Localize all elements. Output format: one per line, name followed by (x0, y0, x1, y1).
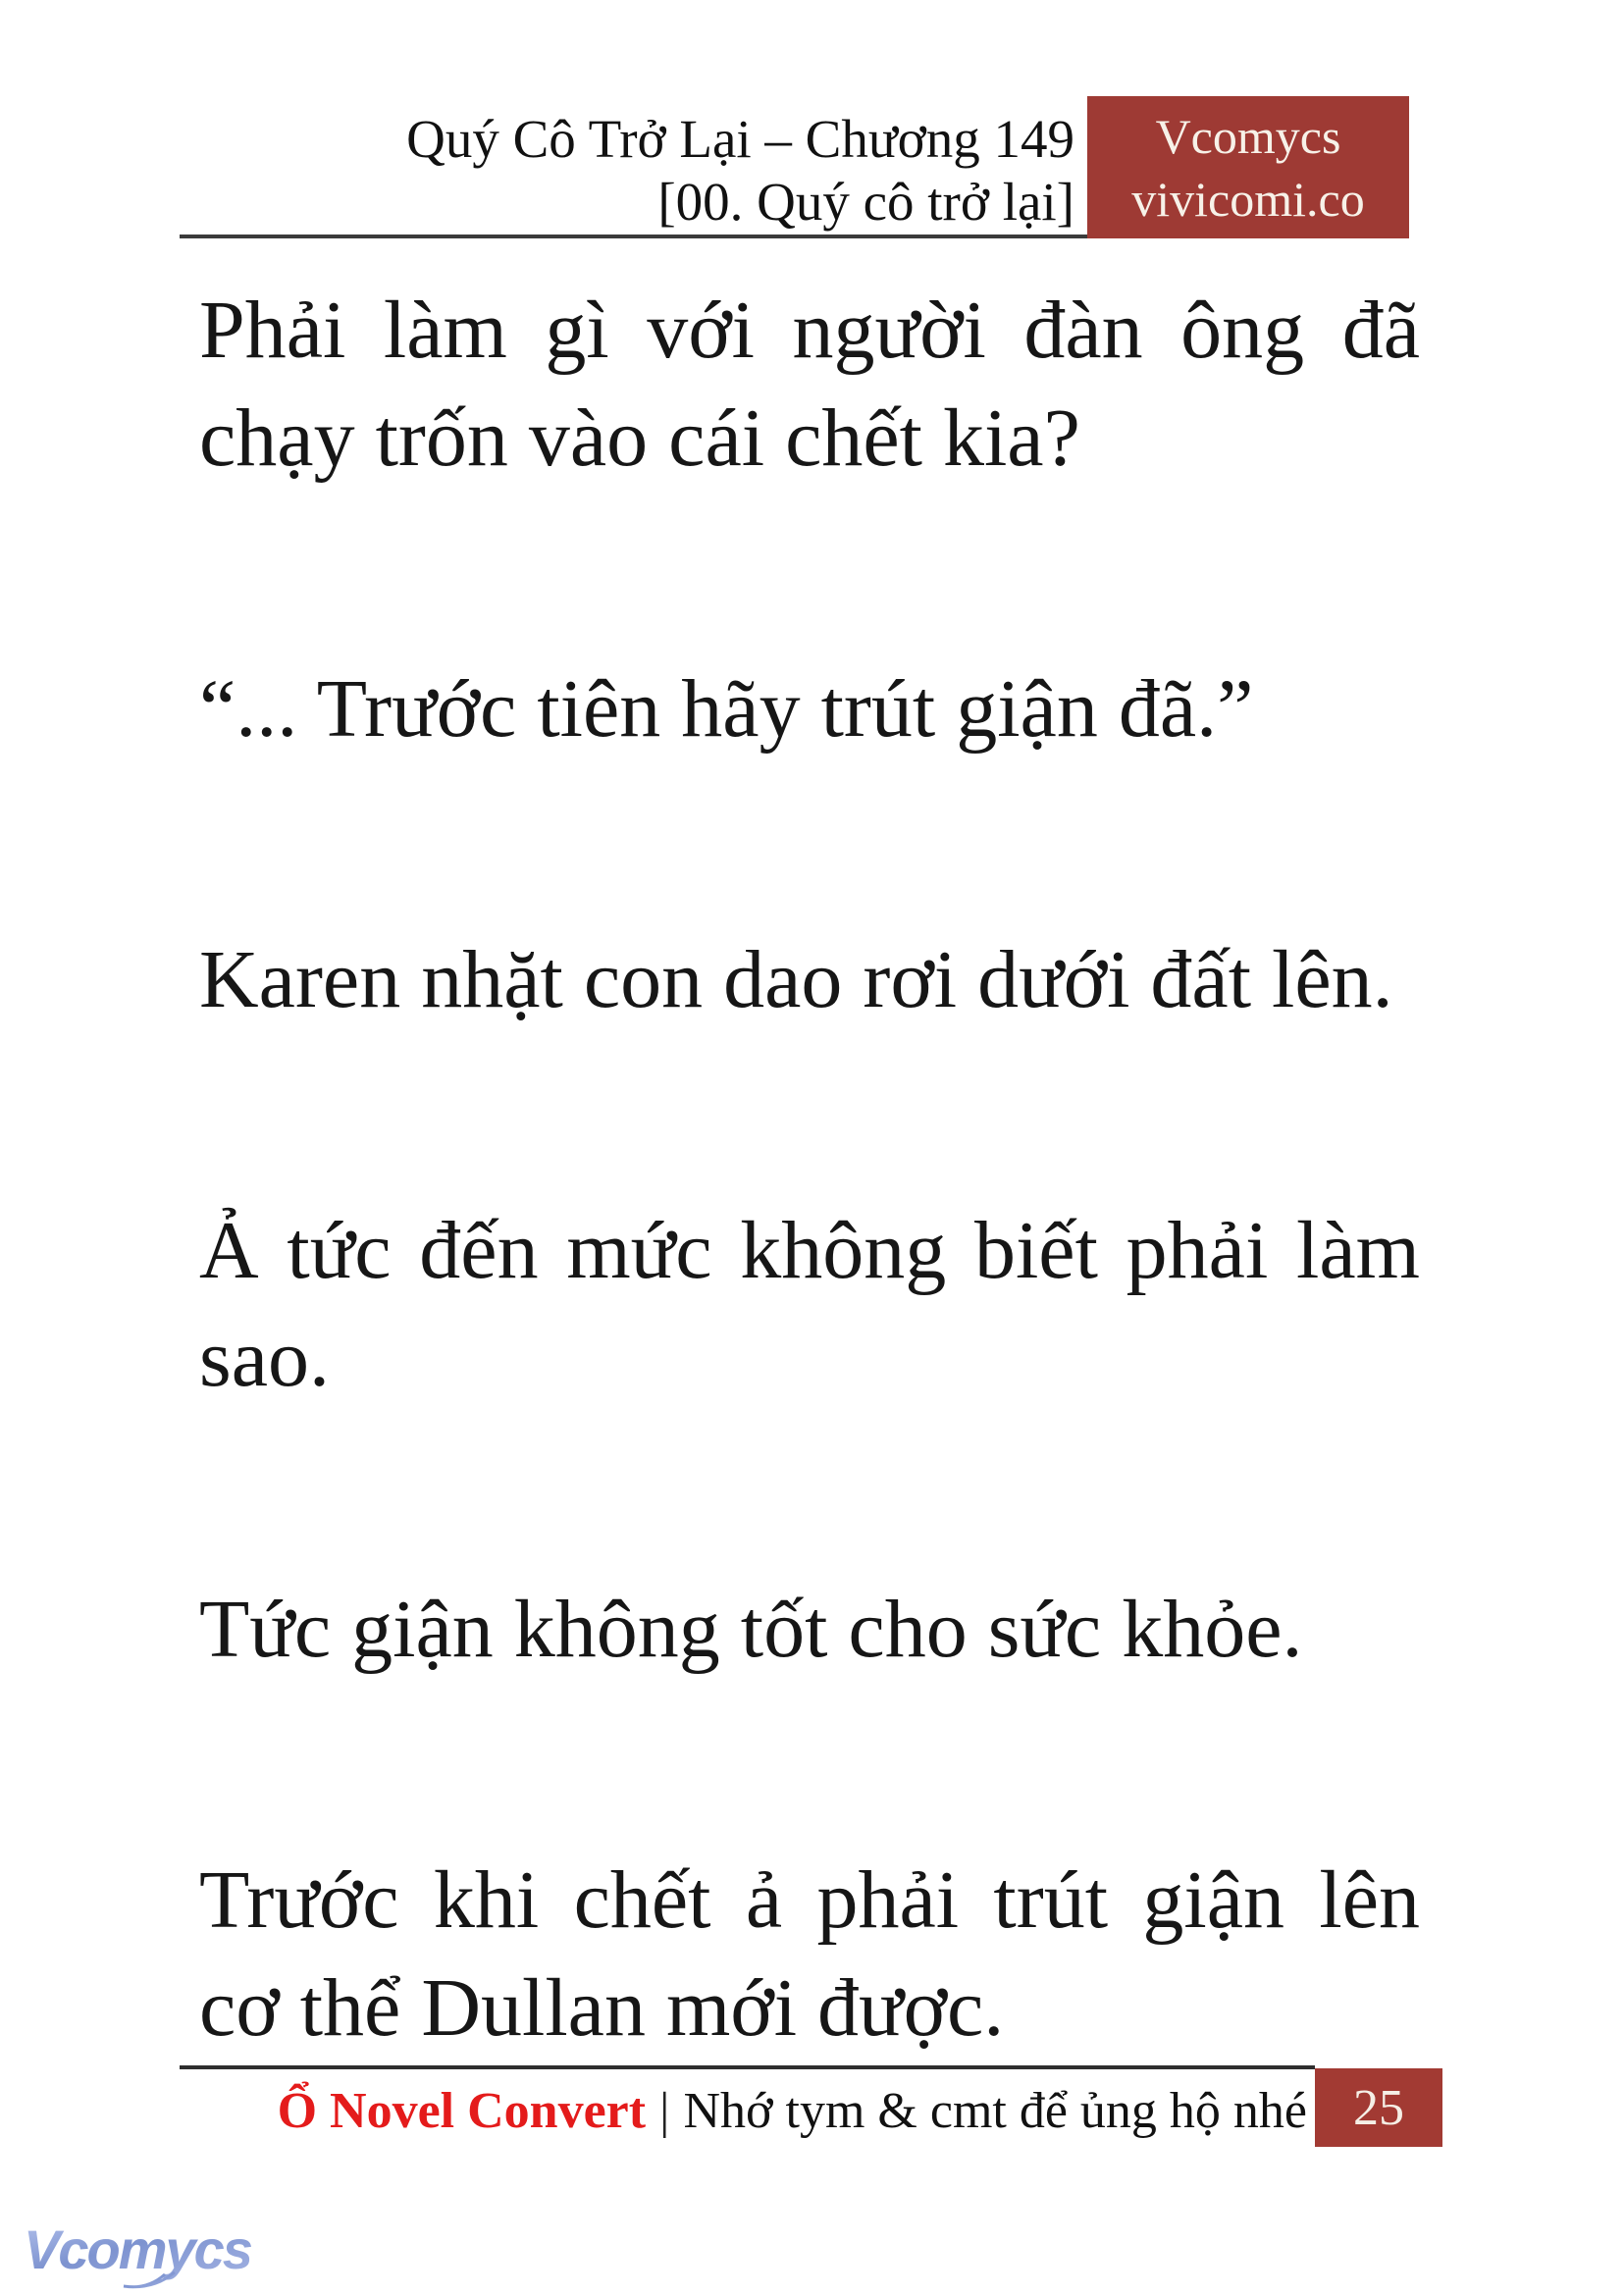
vcomycs-watermark-logo (18, 2206, 263, 2294)
page-number: 25 (1353, 2079, 1404, 2136)
header (180, 108, 1074, 234)
footer-brand: Ổ Novel Convert (277, 2083, 647, 2139)
watermark-text: Vcomycs (24, 2218, 251, 2280)
paragraph: “... Trước tiên hãy trút giận đã.” (199, 663, 1254, 755)
paragraph: Karen nhặt con dao rơi dưới đất lên. (199, 934, 1393, 1025)
page-number-box (1315, 2068, 1442, 2147)
paragraph: Tức giận không tốt cho sức khỏe. (199, 1584, 1303, 1675)
paragraph: Trước khi chết ả phải trút giận lên cơ thể Dullan mới được. (199, 1854, 1420, 2054)
footer-divider (180, 2065, 1315, 2069)
paragraph: Ả tức đến mức không biết phải làm sao. (199, 1205, 1420, 1404)
footer-separator: | (659, 2083, 670, 2139)
header-divider (180, 235, 1087, 238)
brand-box (1087, 96, 1409, 238)
header-title-line1: Quý Cô Trở Lại – Chương 149 (406, 109, 1074, 169)
brand-name: Vcomycs (1155, 108, 1341, 164)
header-title-line2: [00. Quý cô trở lại] (657, 172, 1074, 232)
paragraph: Phải làm gì với người đàn ông đã chạy trốn vào cái chết kia? (199, 285, 1420, 484)
footer-note: Nhớ tym & cmt để ủng hộ nhé (683, 2083, 1307, 2139)
body-text (199, 277, 1420, 2062)
brand-site: vivicomi.co (1131, 171, 1365, 227)
footer (180, 2076, 1307, 2147)
